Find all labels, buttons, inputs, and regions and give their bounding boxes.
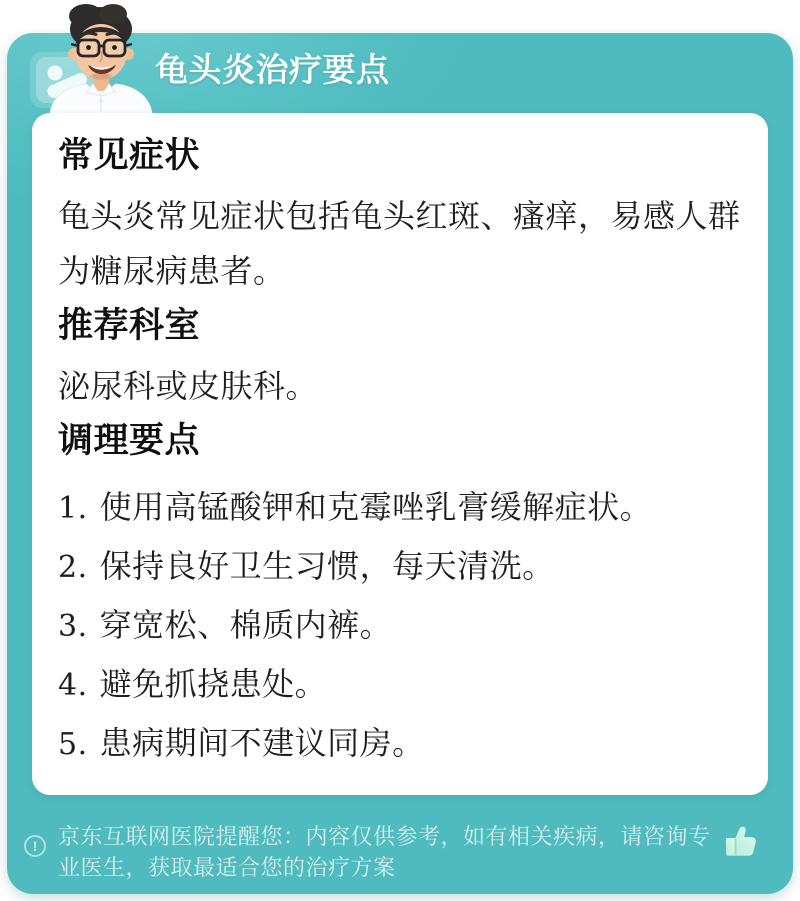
health-card-panel: [7, 33, 793, 894]
doctor-avatar: [38, 2, 170, 114]
list-item-text: 患病期间不建议同房。: [99, 725, 425, 761]
list-item: [58, 604, 744, 648]
page-title: 龟头炎治疗要点: [155, 51, 390, 88]
list-item-text: 使用高锰酸钾和克霉唑乳膏缓解症状。: [99, 489, 653, 525]
list-item: [58, 663, 744, 707]
section-heading-care: 调理要点: [58, 421, 201, 460]
section-paragraph-department: 泌尿科或皮肤科。: [58, 368, 319, 404]
thumbs-up-icon[interactable]: [723, 822, 758, 858]
list-item: [58, 545, 744, 589]
care-list: [58, 474, 744, 766]
list-item-text: 避免抓挠患处。: [99, 666, 328, 702]
list-item: [58, 722, 744, 766]
list-item: [58, 486, 744, 530]
section-heading-symptoms: 常见症状: [58, 136, 201, 175]
info-icon: [24, 835, 46, 857]
info-icon-glyph: !: [32, 838, 38, 854]
list-item-number: 2.: [58, 550, 88, 585]
footer-disclaimer: 京东互联网医院提醒您：内容仅供参考，如有相关疾病，请咨询专业医生，获取最适合您的治疗方案: [58, 824, 711, 880]
list-item-number: 4.: [58, 668, 88, 703]
card-content: [32, 113, 768, 766]
list-item-number: 1.: [58, 491, 88, 526]
list-item-text: 穿宽松、棉质内裤。: [99, 607, 393, 643]
list-item-number: 5.: [58, 727, 88, 762]
list-item-number: 3.: [58, 609, 88, 644]
list-item-text: 保持良好卫生习惯，每天清洗。: [99, 548, 555, 584]
section-paragraph-symptoms: 龟头炎常见症状包括龟头红斑、瘙痒，易感人群为糖尿病患者。: [58, 198, 741, 289]
content-card: [32, 113, 768, 795]
section-heading-department: 推荐科室: [58, 306, 201, 345]
